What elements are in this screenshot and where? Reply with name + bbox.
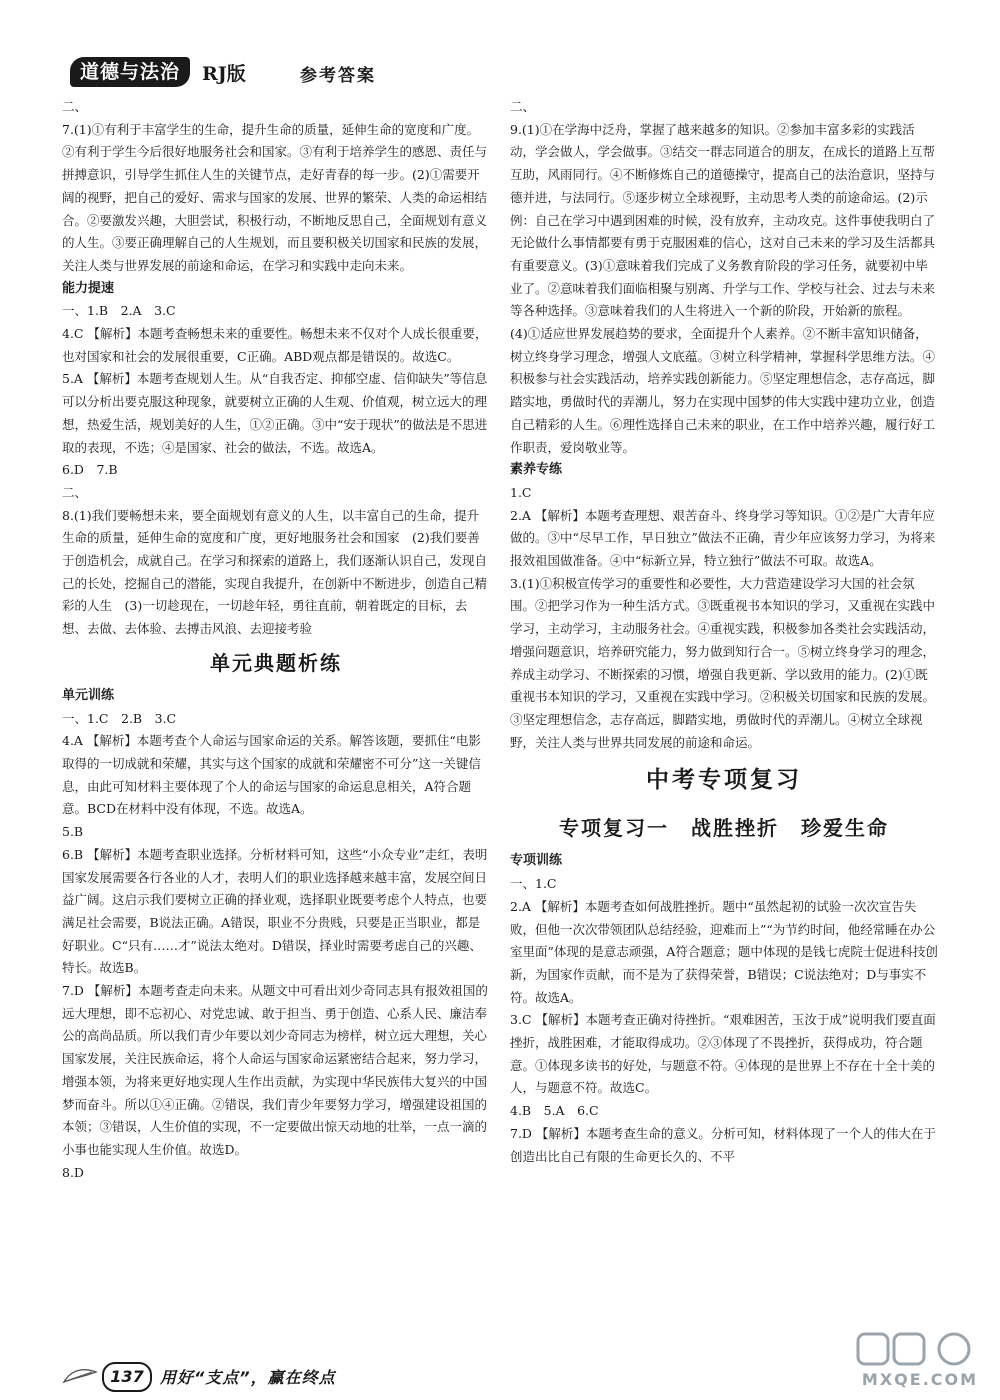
answer-paragraph: 二、 [510, 99, 536, 114]
answer-paragraph: 一、1.C [510, 876, 557, 892]
answer-paragraph: 一、1.C 2.B 3.C [62, 710, 177, 726]
answer-paragraph: 7.D 【解析】本题考查生命的意义。分析可知，材料体现了一个人的伟大在于创造出比自己有限的生命更长久的、不平 [510, 1125, 936, 1164]
answer-paragraph: 9.(1)①在学海中泛舟，掌握了越来越多的知识。②参加丰富多彩的实践活动，学会做人，学会做事。③结交一群志同道合的朋友，在成长的道路上互帮互助，风雨同行。④不断修炼自己的道德操守，提高自己的法治意识，坚持与德并进，与法同行。⑤逐步树立全球视野，主动思考人类的前途命运。(2)示例：自己在学习中遇到困难的时候，没有放弃，主动攻克。这件事使我明白了无论做什么事情都要有勇于克服困难的信心，这对自己未来的学习及生活都具有重要意义。(3)①意味着我们完成了义务教育阶段的学习任务，就要初中毕业了。②意味着我们面临相聚与别离、升学与工作、学校与社会、过去与未来等各种选择。③意味着我们的人生将进入一个新的阶段，开始新的旅程。(4)①适应世界发展趋势的要求，全面提升个人素养。②不断丰富知识储备，树立终身学习理念，增强人文底蕴。③树立科学精神，掌握科学思维方法。④积极参与社会实践活动，培养实践创新能力。⑤坚定理想信念，志存高远，脚踏实地，勇做时代的弄潮儿，努力在实现中国梦的伟大实践中建功立业，创造自己精彩的人生。⑥理性选择自己未来的职业，在工作中培养兴趣，履行好工作职责，爱岗敬业等。 [510, 121, 936, 455]
answer-paragraph: 5.A 【解析】本题考查规划人生。从“自我否定、抑郁空虚、信仰缺失”等信息可以分析出要克服这种现象，就要树立正确的人生观、价值观，树立远大的理想，热爱生活，规划美好的人生，①②正确。③中“安于现状”的做法是不思进取的表现，不选；④是国家、社会的做法，不选。故选A。 [62, 371, 488, 455]
section-heading: 素养专练 [510, 462, 563, 478]
answer-paragraph: 8.D [62, 1164, 84, 1180]
answer-paragraph: 3.C 【解析】本题考查正确对待挫折。“艰难困苦，玉汝于成”说明我们要直面挫折，战胜困难，才能取得成功。②③体现了不畏挫折，获得成功，符合题意。①体现多读书的好处，与题意不符。④体现的是世界上不存在十全十美的人，与题意不符。故选C。 [510, 1012, 936, 1096]
answer-title: 参考答案 [300, 66, 376, 86]
section-heading: 能力提速 [62, 280, 115, 296]
answer-paragraph: 6.D 7.B [62, 462, 118, 478]
answer-paragraph: 6.B 【解析】本题考查职业选择。分析材料可知，这些“小众专业”走红，表明国家发展需要各行各业的人才，表明人们的职业选择越来越丰富，发展空间日益广阔。这启示我们要树立正确的择业观，选择职业既要考虑个人特点，也要满足社会需要，B说法正确。A错误，职业不分贵贱，只要是正当职业，都是好职业。C“只有……才”说法太绝对。D错误，择业时需要考虑自己的兴趣、特长。故选B。 [62, 846, 488, 976]
watermark [850, 1330, 990, 1392]
unit-title: 专项复习一 战胜挫折 珍爱生命 [559, 816, 889, 841]
subject-badge: 道德与法治 [70, 57, 190, 87]
answer-paragraph: 4.C 【解析】本题考查畅想未来的重要性。畅想未来不仅对个人成长很重要，也对国家和社会的发展很重要，C正确。ABD观点都是错误的。故选C。 [62, 326, 488, 364]
page-footer [62, 1362, 462, 1392]
left-column [62, 96, 490, 1184]
answer-paragraph: 一、1.B 2.A 3.C [62, 303, 176, 319]
answer-paragraph: 7.(1)①有利于丰富学生的生命，提升生命的质量，延伸生命的宽度和广度。②有利于学生今后很好地服务社会和国家。③有利于培养学生的感恩、责任与拼搏意识，引导学生抓住人生的关键节点，走好青春的每一步。(2)①需要开阔的视野，把自己的爱好、需求与国家的发展、世界的繁荣、人类的命运相结合。②要激发兴趣，大胆尝试，积极行动，不断地反思自己，全面规划有意义的人生。③要正确理解自己的人生规划，而且要积极关切国家和民族的发展，关注人类与世界发展的前途和命运，在学习和实践中走向未来。 [62, 121, 488, 273]
edition-label: RJ版 [202, 63, 246, 85]
watermark-logo-icon [850, 1330, 990, 1370]
answer-paragraph: 1.C [510, 484, 532, 500]
answer-paragraph: 二、 [62, 99, 88, 114]
footer-slogan: 用好“支点”，赢在终点 [160, 1368, 336, 1387]
answer-paragraph: 二、 [62, 484, 88, 500]
answer-paragraph: 4.B 5.A 6.C [510, 1103, 599, 1119]
section-heading: 单元训练 [62, 687, 115, 703]
page-number: 137 [102, 1362, 152, 1392]
right-column [510, 96, 938, 1168]
answer-paragraph: 4.A 【解析】本题考查个人命运与国家命运的关系。解答该题，要抓住“电影取得的一切成就和荣耀，其实与这个国家的成就和荣耀密不可分”这一关键信息，由此可知材料主要体现了个人的命运与国家的命运息息相关，A符合题意。BCD在材料中没有体现，不选。故选A。 [62, 733, 481, 817]
answer-paragraph: 7.D 【解析】本题考查走向未来。从题文中可看出刘少奇同志具有报效祖国的远大理想，即不忘初心、对党忠诚、敢于担当、勇于创造、心系人民、廉洁奉公的高尚品质。所以我们青少年要以刘少奇同志为榜样，树立远大理想，关心国家发展，关注民族命运，将个人命运与国家命运紧密结合起来，努力学习，增强本领，为将来更好地实现人生作出贡献，为实现中华民族伟大复兴的中国梦而奋斗。所以①④正确。②错误，我们青少年要努力学习，增强建设祖国的本领；③错误，人生价值的实现，不一定要做出惊天动地的壮举，一点一滴的小事也能实现人生价值。故选D。 [62, 983, 488, 1157]
leaf-icon [62, 1366, 98, 1386]
answer-paragraph: 8.(1)我们要畅想未来，要全面规划有意义的人生，以丰富自己的生命，提升生命的质量，延伸生命的宽度和广度，更好地服务社会和国家 (2)我们要善于创造机会，成就自己。在学习和探索的道路上，我们逐渐认识自己，发现自己的长处，挖掘自己的潜能，实现自我提升，在创新中不断进步，创造自己精彩的人生 (3)一切趁现在，一切趁年轻，勇往直前，朝着既定的目标，去想、去做、去体验、去搏击风浪、去迎接考验 [62, 507, 488, 637]
unit-title: 单元典题析练 [210, 650, 342, 675]
answer-paragraph: 5.B [62, 824, 84, 840]
answer-paragraph: 2.A 【解析】本题考查如何战胜挫折。题中“虽然起初的试验一次次宣告失败，但他一次次带领团队总结经验，迎难而上”“为节约时间，他经常睡在办公室里面”体现的是意志顽强，A符合题意；题中体现的是钱七虎院士促进科技创新，为国家作贡献，而不是为了获得荣誉，B错误；C说法绝对；D与事实不符。故选A。 [510, 898, 938, 1005]
answer-paragraph: 3.(1)①积极宣传学习的重要性和必要性，大力营造建设学习大国的社会氛围。②把学习作为一种生活方式。③既重视书本知识的学习，又重视在实践中学习，主动学习，主动服务社会。④重视实践，积极参加各类社会实践活动，增强问题意识，培养研究能力，努力做到知行合一。⑤树立终身学习的理念，养成主动学习、不断探索的习惯，增强自我更新、学以致用的能力。(2)①既重视书本知识的学习，又重视在实践中学习。②积极关切国家和民族的发展。③坚定理想信念，志存高远，脚踏实地，勇做时代的弄潮儿。④树立全球视野，关注人类与世界共同发展的前途和命运。 [510, 575, 936, 750]
answer-paragraph: 2.A 【解析】本题考查理想、艰苦奋斗、终身学习等知识。①②是广大青年应做的。③中“尽早工作，早日独立”做法不正确，青少年应该努力学习，为将来报效祖国做准备。④中“标新立异，特立独行”做法不可取。故选A。 [510, 507, 936, 569]
section-heading: 专项训练 [510, 853, 563, 869]
watermark-text: MXQE.COM [861, 1370, 979, 1389]
chapter-title: 中考专项复习 [646, 767, 802, 794]
page-header [60, 55, 940, 95]
